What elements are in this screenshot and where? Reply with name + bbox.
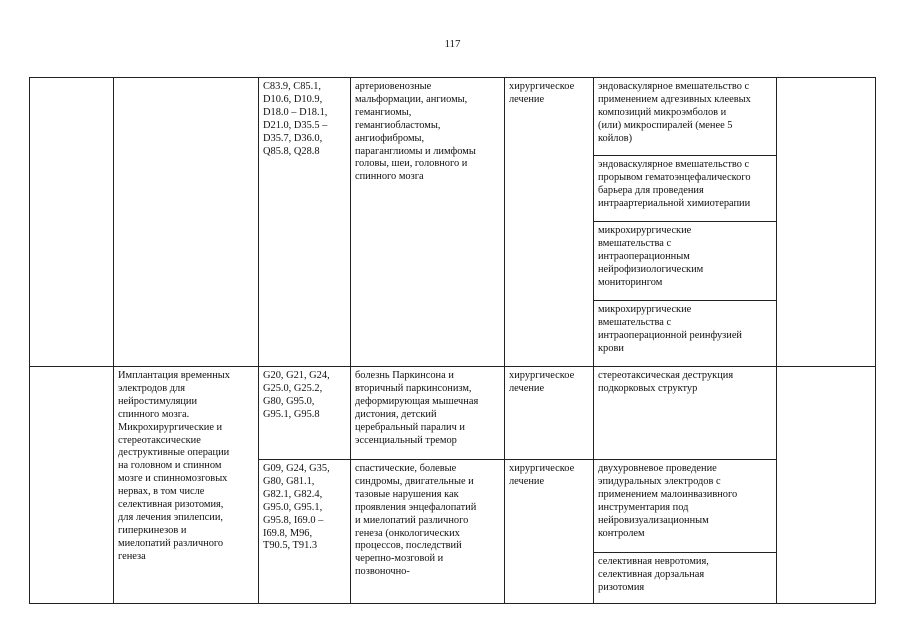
medical-care-table [29,77,876,604]
cell-method: селективная невротомия, селективная дорзальная ризотомия [594,553,777,604]
cell-method: стереотаксическая деструкция подкорковых структур [594,367,777,460]
page-number: 117 [444,38,461,50]
cell-method: эндоваскулярное вмешательство с применением адгезивных клеевых композиций микроэмболов и (или) микроспиралей (менее 5 койлов) [594,78,777,156]
cell-method: микрохирургические вмешательства с интраоперационной реинфузией крови [594,301,777,367]
cell-condition: артериовенозные мальформации, ангиомы, гемангиомы, гемангиобластомы, ангиофибромы, параганглиомы и лимфомы головы, шеи, головного и спинного мозга [351,78,505,367]
table-row [30,367,876,460]
table-row [30,78,876,156]
cell-norm [777,367,876,604]
cell-codes: G09, G24, G35, G80, G81.1, G82.1, G82.4, G95.0, G95.1, G95.8, I69.0 – I69.8, M96, T90.5, T91.3 [259,460,351,604]
cell-codes: G20, G21, G24, G25.0, G25.2, G80, G95.0, G95.1, G95.8 [259,367,351,460]
cell-condition: болезнь Паркинсона и вторичный паркинсонизм, деформирующая мышечная дистония, детский церебральный паралич и эссенциальный тремор [351,367,505,460]
cell-profile: Имплантация временных электродов для нейростимуляции спинного мозга. Микрохирургические и стереотаксические деструктивные операции на головном и спинном мозге и спинномозговых нервах, в том числе селективная ризотомия, для лечения эпилепсии, гиперкинезов и миелопатий различного генеза [114,367,259,604]
cell-number [30,78,114,367]
cell-condition: спастические, болевые синдромы, двигательные и тазовые нарушения как проявления энцефалопатий и миелопатий различного генеза (онкологических процессов, последствий черепно-мозговой и позвоночно- [351,460,505,604]
cell-method: микрохирургические вмешательства с интраоперационным нейрофизиологическим мониторингом [594,222,777,301]
cell-number [30,367,114,604]
cell-treatment: хирургическое лечение [505,460,594,604]
cell-method: эндоваскулярное вмешательство с прорывом гематоэнцефалического барьера для проведения интраартериальной химиотерапии [594,156,777,222]
cell-profile [114,78,259,367]
cell-treatment: хирургическое лечение [505,367,594,460]
cell-codes: C83.9, C85.1, D10.6, D10.9, D18.0 – D18.1, D21.0, D35.5 – D35.7, D36.0, Q85.8, Q28.8 [259,78,351,367]
cell-treatment: хирургическое лечение [505,78,594,367]
cell-norm [777,78,876,367]
cell-method: двухуровневое проведение эпидуральных электродов с применением малоинвазивного инструментария под нейровизуализационным контролем [594,460,777,553]
